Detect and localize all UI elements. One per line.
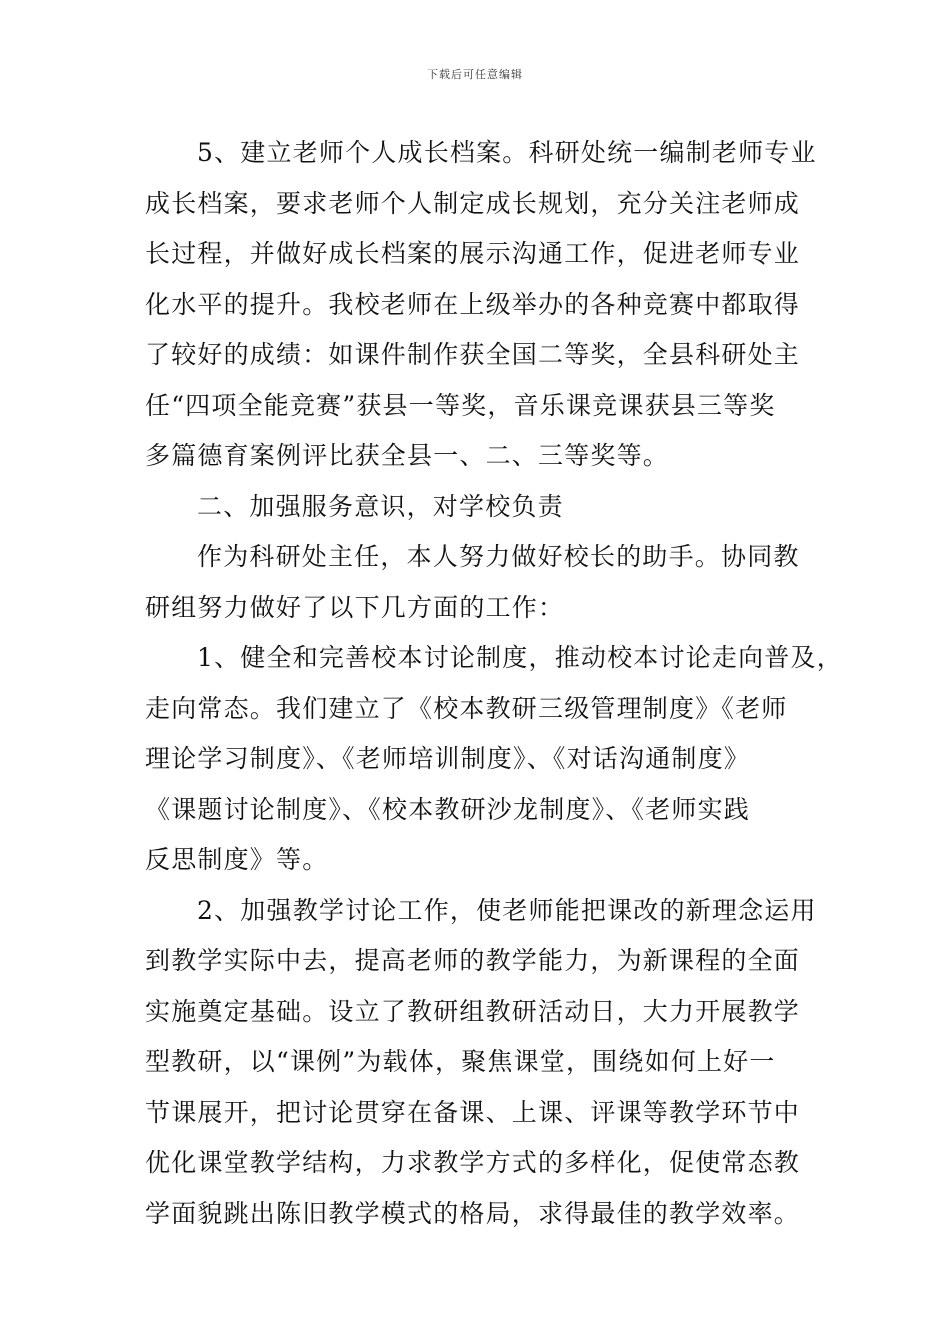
- text-line: 任“四项全能竞赛”获县一等奖，音乐课竞课获县三等奖: [145, 390, 776, 420]
- text-line: 研组努力做好了以下几方面的工作：: [145, 592, 565, 622]
- text-line: 5、建立老师个人成长档案。科研处统一编制老师专业: [197, 138, 817, 167]
- text-line: 长过程，并做好成长档案的展示沟通工作，促进老师专业: [145, 239, 801, 268]
- paragraph-teaching-research-work: [145, 886, 815, 1240]
- text-line: 2、加强教学讨论工作，使老师能把课改的新理念运用: [197, 895, 817, 925]
- paragraph-school-based-research-system: [145, 633, 843, 886]
- paragraph-role-as-assistant: [145, 532, 815, 633]
- text-line: 了较好的成绩：如课件制作获全国二等奖，全县科研处主: [145, 340, 801, 369]
- text-line: 1、健全和完善校本讨论制度，推动校本讨论走向普及，: [197, 643, 843, 672]
- text-line: 作为科研处主任，本人努力做好校长的助手。协同教: [197, 542, 800, 571]
- text-line: 反思制度》等。: [145, 845, 329, 874]
- text-line: 化水平的提升。我校老师在上级举办的各种竞赛中都取得: [145, 289, 801, 319]
- document-body: [145, 128, 843, 1239]
- text-line: 理论学习制度》、《老师培训制度》、《对话沟通制度》: [145, 744, 751, 773]
- section-heading-service-awareness: [145, 482, 815, 533]
- text-line: 学面貌跳出陈旧教学模式的格局，求得最佳的教学效率。: [145, 1198, 801, 1228]
- text-line: 型教研，以“课例”为载体，聚焦课堂，围绕如何上好一: [145, 1047, 776, 1076]
- text-line: 实施奠定基础。设立了教研组教研活动日，大力开展教学: [145, 996, 801, 1026]
- paragraph-teacher-growth-archive: [145, 128, 815, 482]
- text-line: 节课展开，把讨论贯穿在备课、上课、评课等教学环节中: [145, 1097, 801, 1127]
- page-header-note: 下载后可任意编辑: [427, 68, 523, 81]
- text-line: 到教学实际中去，提高老师的教学能力，为新课程的全面: [145, 946, 801, 975]
- text-line: 优化课堂教学结构，力求教学方式的多样化，促使常态教: [145, 1148, 801, 1177]
- text-line: 走向常态。我们建立了《校本教研三级管理制度》《老师: [145, 693, 788, 723]
- text-line: 《课题讨论制度》、《校本教研沙龙制度》、《老师实践: [145, 794, 751, 824]
- heading-line: 二、加强服务意识，对学校负责: [197, 491, 564, 521]
- text-line: 成长档案，要求老师个人制定成长规划，充分关注老师成: [145, 188, 801, 218]
- text-line: 多篇德育案例评比获全县一、二、三等奖等。: [145, 441, 670, 470]
